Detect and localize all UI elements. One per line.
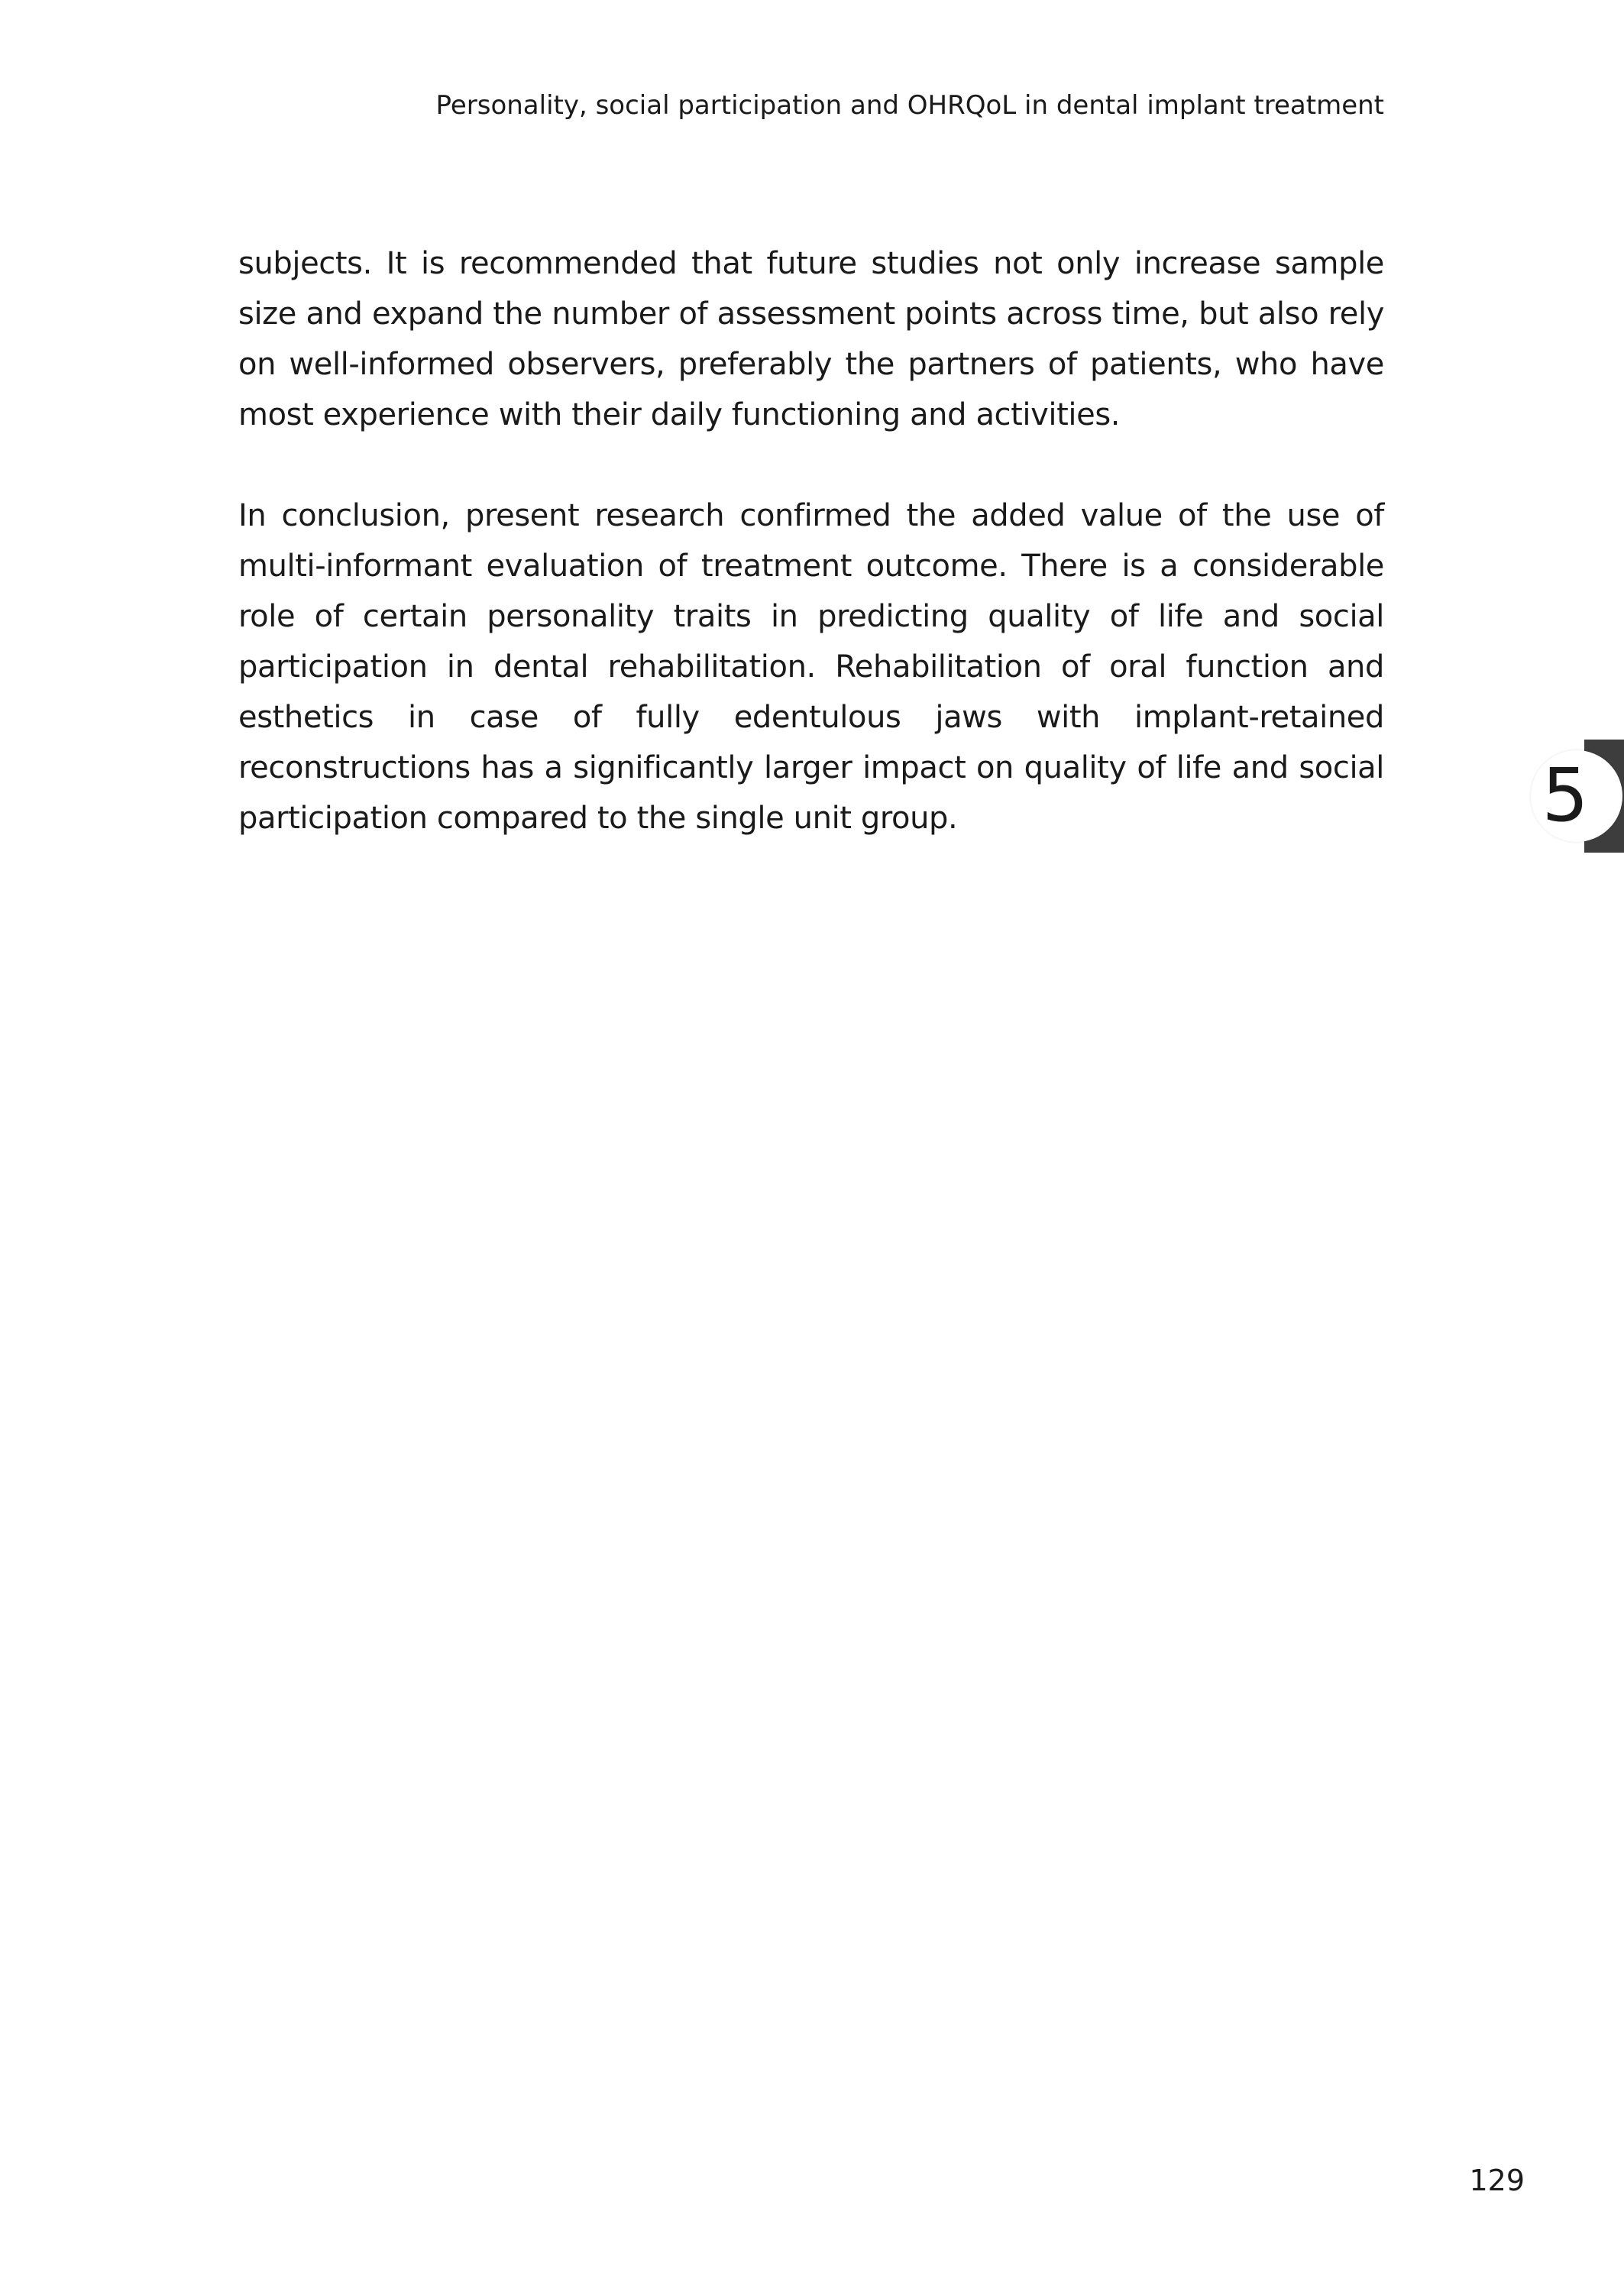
chapter-number: 5: [1542, 753, 1589, 838]
running-header: Personality, social participation and OHRQoL in dental implant treatment: [435, 90, 1384, 121]
paragraph-conclusion: In conclusion, present research confirmed the added value of the use of multi-informant evaluation of treatment outcome. There is a considerable role of certain personality traits in predicting quality of life and social participation in dental rehabilitation. Rehabilitation of oral function and esthetics in case of fully edentulous jaws with implant-retained reconstructions has a significantly larger impact on quality of life and social participation compared to the single unit group.: [238, 498, 1384, 836]
page-number: 129: [1469, 2164, 1525, 2197]
paragraph-recommendations: subjects. It is recommended that future studies not only increase sample size and expand the number of assessment points across time, but also rely on well-informed observers, preferably the partners of patients, who have most experience with their daily functioning and activities.: [238, 246, 1384, 432]
body-text: [238, 238, 1384, 894]
